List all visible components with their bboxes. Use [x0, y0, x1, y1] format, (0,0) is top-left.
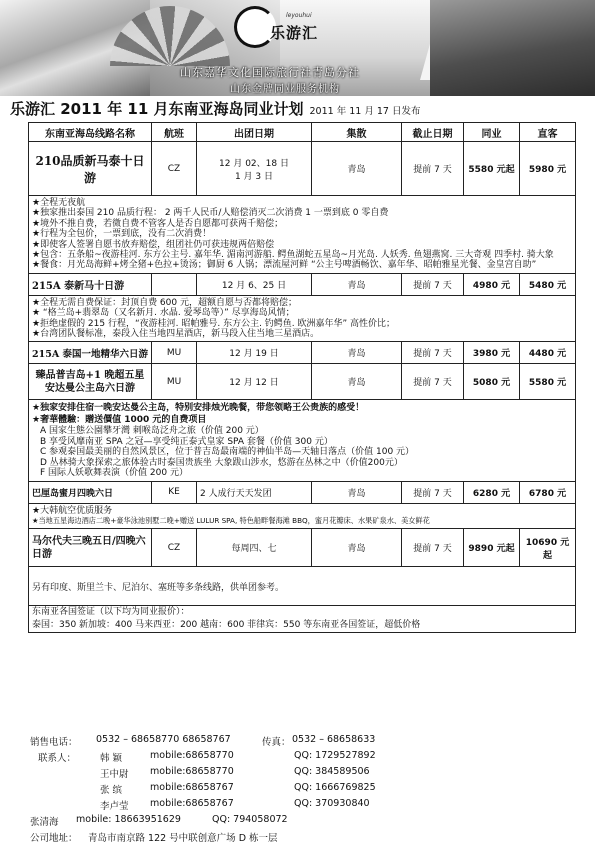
contact-qq: QQ: 384589506: [294, 766, 370, 777]
departure-dates: [197, 142, 312, 196]
column-header: 集散: [312, 123, 402, 142]
detail-line: ★奢華體驗：贈送價值 1000 元的自费项目: [32, 415, 207, 426]
detail-line: ★全程无夜航: [32, 198, 86, 208]
route-details-row: [29, 400, 576, 481]
departure-dates: 2 人成行天天发团: [197, 481, 312, 503]
table-row: [29, 342, 576, 364]
detail-line: ★独家安排住宿一晚安达曼公主岛，特别安排烛光晚餐，带您领略王公贵族的感受！: [32, 403, 365, 414]
airline: MU: [152, 364, 197, 400]
table-row: [29, 364, 576, 400]
visa-prices: 泰国：350 新加坡：400 马来西亚：200 越南：600 菲律宾：550 等东南亚各国签证，超低价格: [32, 620, 421, 631]
deadline: 提前 7 天: [402, 142, 464, 196]
company-address: 青岛市南京路 122 号中联创意广场 D 栋一层: [88, 833, 278, 844]
contact-mobile: mobile:68658770: [150, 750, 234, 761]
page-title: 乐游汇 2011 年 11 月东南亚海岛同业计划: [10, 100, 304, 118]
departure-dates: 每周四、七: [197, 529, 312, 567]
deadline: 提前 7 天: [402, 364, 464, 400]
contact-mobile: mobile:68658767: [150, 798, 234, 809]
direct-price: 6780 元: [520, 481, 576, 503]
detail-line: ★大韩航空优质服务: [32, 505, 113, 516]
route-details: [29, 196, 576, 274]
contact-qq: QQ: 1729527892: [294, 750, 376, 761]
route-name: 215A 泰新马十日游: [29, 273, 152, 295]
detail-line: ★餐食：月光岛海鲜+烤全猪+色拉+烫汤；御厨 6 人锅；漂流屋河鲜 “公主号啤酒畅饮、嘉年华、昭帕雅星光餐、金皇宫自助”: [32, 260, 537, 271]
detail-line: F 国际人妖歌舞表演（价值 200 元）: [40, 468, 188, 479]
logo-subtext: leyouhui: [286, 12, 312, 19]
date-line: 12 月 02、18 日: [219, 158, 289, 169]
deadline: 提前 7 天: [402, 342, 464, 364]
trade-price: 4980 元: [464, 273, 520, 295]
deadline: 提前 7 天: [402, 481, 464, 503]
table-row: [29, 142, 576, 196]
contact-name: 李卢莹: [100, 801, 129, 812]
detail-line: ★境外不推自费，若微自费不管客人是否自愿都可获两千赔偿；: [32, 218, 284, 229]
route-name: 215A 泰国一地精华六日游: [29, 342, 152, 364]
contact-qq: QQ: 794058072: [212, 814, 288, 825]
route-details-row: [29, 295, 576, 342]
direct-price: 5480 元: [520, 273, 576, 295]
airline: [152, 273, 197, 295]
departure-city: 青岛: [312, 273, 402, 295]
page-title-bar: [10, 98, 585, 118]
contact-name: 张 缤: [100, 785, 123, 796]
trade-price: 6280 元: [464, 481, 520, 503]
departure-city: 青岛: [312, 364, 402, 400]
route-name: 巴厘岛蜜月四晚六日: [29, 481, 152, 503]
fax-number: 0532 – 68658633: [292, 734, 376, 745]
detail-line: ★拒绝虚假的 215 行程，“夜游桂河. 昭帕雅号. 东方公主. 钓鳄鱼. 欧洲嘉年华” 高性价比；: [32, 318, 396, 329]
trade-price: 5580 元起: [464, 142, 520, 196]
table-header-row: [29, 123, 576, 142]
column-header: 同业: [464, 123, 520, 142]
trade-price: 9890 元起: [464, 529, 520, 567]
airline: KE: [152, 481, 197, 503]
detail-line: ★即使客人签署自愿书放弃赔偿，组团社仍可获违规两倍赔偿: [32, 239, 275, 250]
contact-mobile: mobile:68658767: [150, 782, 234, 793]
logo-text: 乐游汇: [270, 24, 319, 42]
airline: MU: [152, 342, 197, 364]
detail-line: ★行程为全包价，一票到底，没有二次消费！: [32, 229, 212, 240]
publish-date: 2011 年 11 月 17 日发布: [309, 106, 421, 117]
detail-line: ★包含：五条船~夜游桂河. 东方公主号. 嘉年华. 湄南河游船. 鳄鱼湖蛇五星岛~月光岛. 人妖秀. 鱼翅燕窝. 三大奇观 四季村. 骑大象: [32, 250, 554, 261]
misc-row: [29, 567, 576, 606]
fax-label: 传真：: [262, 737, 291, 748]
departure-city: 青岛: [312, 142, 402, 196]
airline: CZ: [152, 529, 197, 567]
direct-price: 4480 元: [520, 342, 576, 364]
sales-phone-label: 销售电话：: [30, 737, 78, 748]
route-details-row: [29, 503, 576, 529]
visa-info: [29, 606, 576, 633]
visa-title: 东南亚各国签证（以下均为同业报价）：: [32, 607, 190, 618]
route-name: 马尔代夫三晚五日/四晚六日游: [29, 529, 152, 567]
column-header: 截止日期: [402, 123, 464, 142]
date-line: 1 月 3 日: [234, 171, 274, 182]
agency-slogan: 山东金牌同业服务机构: [230, 84, 340, 95]
detail-line: ★当地五星海边酒店二晚+豪华泳池别墅二晚+赠送 LULUR SPA, 特色船畔餐海滩 BBQ，蜜月花瓣床、水果矿泉水、美女鲜花: [32, 515, 430, 525]
departure-dates: 12 月 12 日: [197, 364, 312, 400]
contact-name: 韩 颖: [100, 753, 123, 764]
direct-price: 10690 元起: [520, 529, 576, 567]
route-details: [29, 295, 576, 342]
route-name: 210品质新马泰十日游: [29, 142, 152, 196]
departure-city: 青岛: [312, 342, 402, 364]
route-name: 臻品普吉岛+1 晚超五星安达曼公主岛六日游: [29, 364, 152, 400]
airline: CZ: [152, 142, 197, 196]
detail-line: ★独家推出泰国 210 品质行程： 2 两千人民币/人赔偿消灭二次消费 1 一票到底 0 零自费: [32, 208, 389, 219]
departure-city: 青岛: [312, 481, 402, 503]
trade-price: 3980 元: [464, 342, 520, 364]
table-row: [29, 529, 576, 567]
header-banner: [0, 0, 595, 96]
column-header: 东南亚海岛线路名称: [29, 123, 152, 142]
deadline: 提前 7 天: [402, 529, 464, 567]
contact-label: 联系人：: [38, 753, 77, 764]
detail-line: D 丛林骑大象探索之旅体验古时泰国贵族坐 大象跋山涉水，悠游在丛林之中（价值200元）: [40, 457, 403, 468]
route-details-row: [29, 196, 576, 274]
detail-line: ★台湾团队餐标准，泰段入住当地四星酒店，新马段入住当地三星酒店。: [32, 329, 320, 340]
contact-mobile: mobile: 18663951629: [76, 814, 181, 825]
table-row: [29, 273, 576, 295]
departure-dates: 12 月 6、25 日: [197, 273, 312, 295]
address-label: 公司地址：: [30, 833, 78, 844]
departure-dates: 12 月 19 日: [197, 342, 312, 364]
direct-price: 5980 元: [520, 142, 576, 196]
detail-line: ★ “格兰岛+翡翠岛（又名新月. 水晶. 爱琴岛等）” 尽享海岛风情；: [32, 308, 295, 319]
contact-name: 王中尉: [100, 769, 129, 780]
route-details: [29, 503, 576, 529]
floating-market-photo: [430, 0, 595, 96]
direct-price: 5580 元: [520, 364, 576, 400]
contact-qq: QQ: 370930840: [294, 798, 370, 809]
table-row: [29, 481, 576, 503]
deadline: 提前 7 天: [402, 273, 464, 295]
detail-line: B 享受风靡南亚 SPA 之冠—享受纯正泰式皇家 SPA 套餐（价值 300 元）: [40, 436, 333, 447]
trade-price: 5080 元: [464, 364, 520, 400]
contact-qq: QQ: 1666769825: [294, 782, 376, 793]
column-header: 航班: [152, 123, 197, 142]
misc-note: 另有印度、斯里兰卡、尼泊尔、塞班等多条线路，供单团参考。: [29, 567, 576, 606]
agency-name: 山东嘉华文化国际旅行社青岛分社: [180, 66, 360, 79]
contact-mobile: mobile:68658770: [150, 766, 234, 777]
departure-city: 青岛: [312, 529, 402, 567]
detail-line: A 国家生態公園攀牙灣 刺喉岛泛舟之旅（价值 200 元）: [40, 426, 264, 437]
detail-line: C 参观泰国最美丽的自然风景区，位于普吉岛最南端的神仙半岛—天轴日落点（价值 100 元）: [40, 447, 415, 458]
column-header: 出团日期: [197, 123, 312, 142]
sales-phone: 0532 – 68658770 68658767: [96, 734, 231, 745]
route-table: [28, 122, 576, 633]
contact-name: 张清海: [30, 817, 59, 828]
route-details: [29, 400, 576, 481]
detail-line: ★全程无需自费保证：封顶自费 600 元，超额自愿与否都将赔偿；: [32, 297, 297, 308]
visa-row: [29, 606, 576, 633]
column-header: 直客: [520, 123, 576, 142]
